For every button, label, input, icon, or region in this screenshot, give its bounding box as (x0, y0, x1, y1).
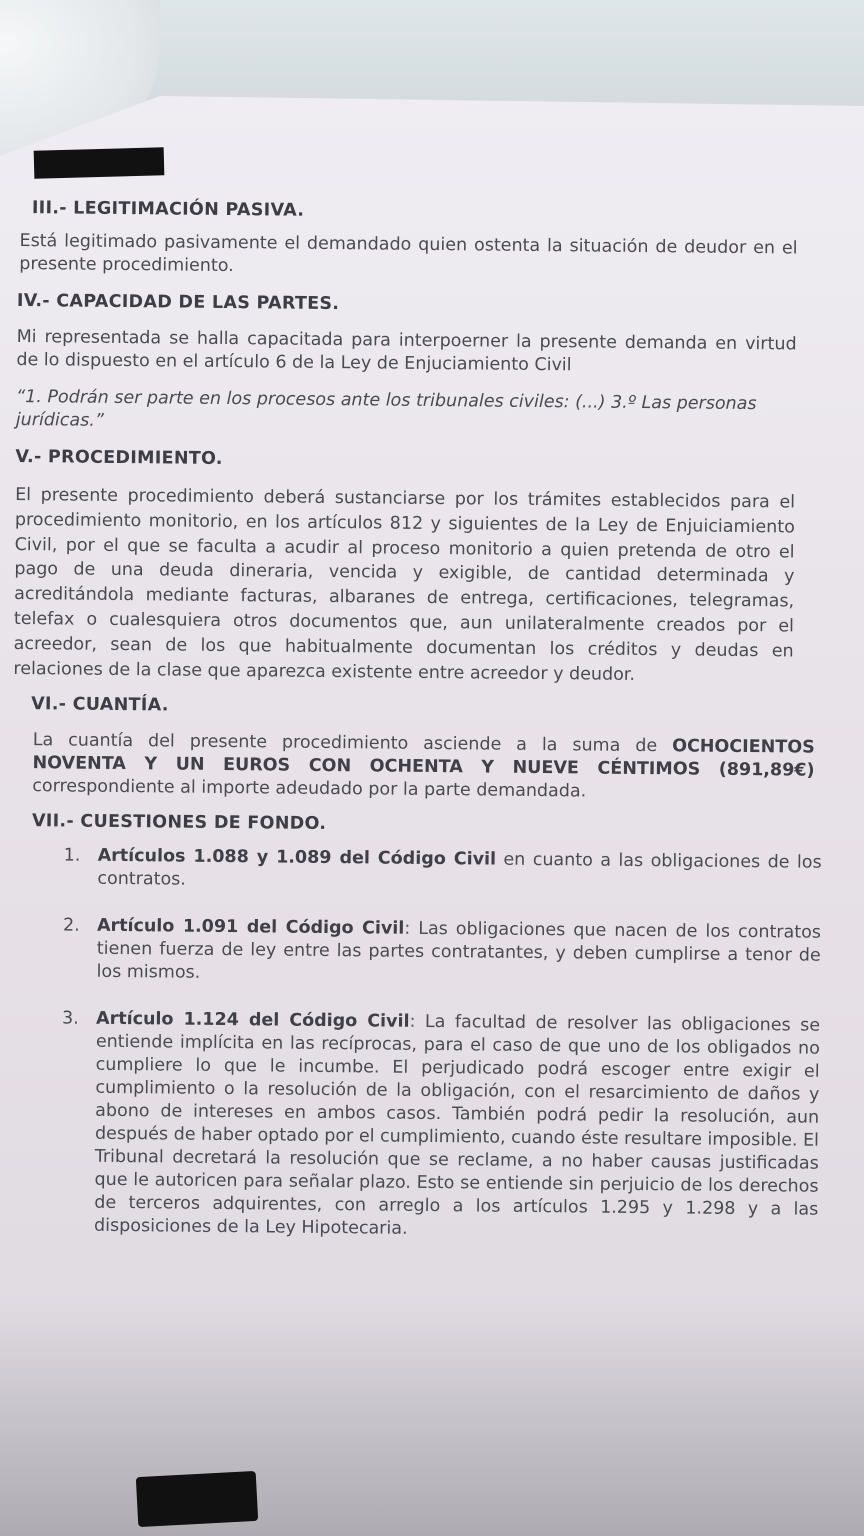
paragraph-procedimiento: El presente procedimiento deberá sustanciarse por los trámites establecidos para el procedimiento monitorio, en los artículos 812 y siguientes de la Ley de Enjuiciamiento Civil, por el que se faculta a acudir al proceso monitorio a quien pretenda de otro el pago de una deuda dineraria, vencida y exigible, de cantidad determinada y acreditándola mediante facturas, albaranes de entrega, certificaciones, telegramas, telefax o cualesquiera otros documentos que, aun unilateralmente creados por el acreedor, sean de los que habitualmente documentan los créditos y deudas en relaciones de la clase que aparezca existente entre acreedor y deudor. (13, 484, 796, 685)
list-item (11, 844, 821, 898)
article-description: : Las obligaciones que nacen de los contratos tienen fuerza de ley entre las partes contratantes, y deben cumplirse a tenor de los mismos. (96, 919, 822, 984)
cuantia-text-pre: La cuantía del presente procedimiento asciende a la suma de (32, 730, 673, 757)
cuantia-amount: OCHOCIENTOS NOVENTA Y UN EUROS CON OCHENTA Y NUEVE CÉNTIMOS (891,89€) (32, 736, 815, 782)
heading-cuestiones-fondo: VII.- CUESTIONES DE FONDO. (31, 811, 327, 835)
redaction-top (34, 147, 165, 178)
list-item-number: 1. (63, 845, 81, 867)
heading-capacidad-partes: IV.- CAPACIDAD DE LAS PARTES. (16, 290, 340, 315)
list-item-number: 3. (61, 1008, 79, 1029)
paragraph-capacidad: Mi representada se halla capacitada para interpoerner la presente demanda en virtud de lo dispuesto en el artículo 6 de la Ley de Enjuciamiento Civil (16, 326, 797, 376)
list-item-text (93, 845, 821, 898)
article-reference: Artículo 1.124 del Código Civil (95, 1009, 410, 1033)
list-item-text (92, 915, 821, 991)
list-item-text (90, 1008, 820, 1245)
paragraph-cuantia (32, 730, 815, 807)
article-description: en cuanto a las obligaciones de los contratos. (97, 849, 822, 891)
cuantia-text-post: correspondiente al importe adeudado por la parte demandada. (32, 776, 587, 802)
page-shadow (0, 1300, 864, 1536)
article-description: : La facultad de resolver las obligaciones se entiende implícita en las recíprocas, para el caso de que uno de los obligados no cumpliere lo que le incumbe. El perjudicado podrá escoger entre exigir el cumplimiento o la resolución de la obligación, con el resarcimiento de daños y abono de intereses en ambos casos. También podrá pedir la resolución, aun después de haber optado por el cumplimiento, cuando éste resultare imposible. El Tribunal decretará la resolución que se reclame, a no haber causas justificadas que le autoricen para señalar plazo. Esto se entiende sin perjuicio de los derechos de terceros adquirentes, con arreglo a los artículos 1.295 y 1.298 y a las disposiciones de la Ley Hipotecaria. (94, 1012, 821, 1240)
article-reference: Artículo 1.091 del Código Civil (96, 916, 405, 940)
document-text (8, 195, 822, 1245)
heading-legitimacion-pasiva: III.- LEGITIMACIÓN PASIVA. (31, 198, 305, 221)
heading-cuantia: VI.- CUANTÍA. (31, 694, 169, 716)
article-reference: Artículos 1.088 y 1.089 del Código Civil (97, 846, 497, 870)
redaction-bottom (136, 1471, 258, 1527)
list-item (8, 1007, 820, 1245)
paragraph-legitimacion: Está legitimado pasivamente el demandado quien ostenta la situación de deudor en el presente procedimiento. (19, 231, 798, 277)
heading-procedimiento: V.- PROCEDIMIENTO. (15, 446, 223, 469)
list-item-number: 2. (62, 915, 80, 937)
quote-lec-article-6: “1. Podrán ser parte en los procesos ante los tribunales civiles: (...) 3.º Las personas jurídicas.” (15, 386, 757, 431)
list-item (10, 914, 821, 991)
